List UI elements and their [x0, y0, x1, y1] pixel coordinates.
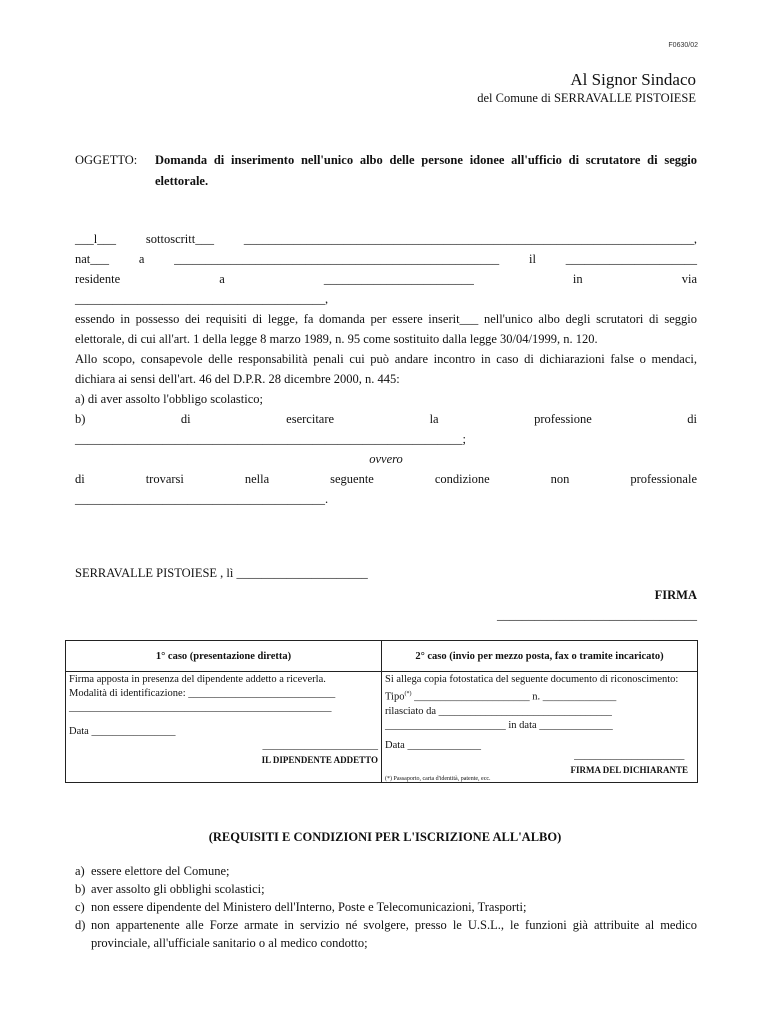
case2-signature	[570, 749, 688, 777]
item-c-w7: professionale	[630, 472, 698, 486]
residence-in: in	[572, 272, 583, 286]
case1-date-line[interactable]: Data ________________	[69, 726, 176, 737]
case1-line1: Firma apposta in presenza del dipendente addetto a riceverla.	[69, 674, 326, 685]
birth-line[interactable]: nat___ a ____________________________________________________ il _____________________	[75, 252, 697, 266]
case2-tipo: Tipo	[385, 691, 405, 703]
item-c-w6: non	[550, 472, 570, 486]
addressee	[477, 70, 696, 106]
firma-label: FIRMA	[654, 588, 697, 602]
case1-id-line[interactable]: Modalità di identificazione: ____________________________	[69, 688, 336, 699]
residence-via: via	[681, 272, 698, 286]
requirement-item: b) aver assolto gli obblighi scolastici;	[75, 882, 265, 896]
case2-tipo-note-ref: (*)	[404, 691, 412, 697]
item-c-w5: condizione	[434, 472, 490, 486]
case2-cell	[382, 672, 698, 783]
case1-sig-label: IL DIPENDENTE ADDETTO	[261, 755, 378, 765]
addressee-title: Al Signor Sindaco	[570, 70, 696, 89]
item-a: a) di aver assolto l'obbligo scolastico;	[75, 392, 263, 406]
requirement-item: d) non appartenente alle Forze armate in servizio né svolgere, presso le U.S.L., le funzioni già attribuite al medico provinciale, all'ufficiale sanitario o al medico condotto;	[75, 918, 697, 950]
case1-signature	[262, 739, 378, 767]
subject-block	[75, 150, 697, 192]
firma-line[interactable]: ________________________________	[497, 608, 697, 622]
application-body	[75, 229, 697, 509]
requirements-list	[75, 862, 697, 952]
declaration-paragraph: Allo scopo, consapevole delle responsabilità penali cui può andare incontro in caso di dichiarazioni false o mendaci, dichiara ai sensi dell'art. 46 del D.P.R. 28 dicembre 2000, n. 445:	[75, 352, 697, 386]
addressee-municipality: del Comune di SERRAVALLE PISTOIESE	[477, 91, 696, 105]
item-b	[75, 409, 697, 429]
case1-header: 1° caso (presentazione diretta)	[66, 641, 382, 672]
item-b-w2: esercitare	[286, 412, 335, 426]
case1-blank-line[interactable]: __________________________________________________	[69, 702, 332, 713]
case1-cell	[66, 672, 382, 783]
requirement-item: c) non essere dipendente del Ministero dell'Interno, Poste e Telecomunicazioni, Trasporti;	[75, 900, 527, 914]
case2-footnote: (*) Passaporto, carta d'identità, patente, ecc.	[385, 776, 491, 782]
residence-line[interactable]	[75, 269, 697, 289]
item-c-w4: seguente	[330, 472, 374, 486]
case2-sig-line[interactable]: _____________________	[574, 750, 685, 761]
item-b-w4: professione	[534, 412, 592, 426]
residence-a: a	[219, 272, 225, 286]
condition-line[interactable]: ________________________________________.	[75, 492, 329, 506]
form-code: F0630/02	[668, 42, 698, 49]
case2-issued-line[interactable]: rilasciato da _________________________________	[385, 705, 612, 717]
case2-line1: Si allega copia fotostatica del seguente documento di riconoscimento:	[385, 674, 679, 685]
case2-header: 2° caso (invio per mezzo posta, fax o tramite incaricato)	[382, 641, 698, 672]
item-b-w5: di	[687, 412, 697, 426]
item-c-w2: trovarsi	[145, 472, 184, 486]
request-paragraph: essendo in possesso dei requisiti di legge, fa domanda per essere inserit___ nell'unico albo degli scrutatori di seggio elettorale, di cui all'art. 1 della legge 8 marzo 1989, n. 95 come sostituito dalla legge 30/04/1999, n. 120.	[75, 312, 697, 346]
item-b-w3: la	[429, 412, 439, 426]
item-c-w3: nella	[244, 472, 270, 486]
requirement-item: a) essere elettore del Comune;	[75, 864, 230, 878]
case2-date-issued-line[interactable]: _______________________ in data ______________	[385, 719, 613, 731]
subject-text: Domanda di inserimento nell'unico albo delle persone idonee all'ufficio di scrutatore di seggio elettorale.	[155, 153, 697, 188]
case1-sig-line[interactable]: ______________________	[262, 740, 378, 751]
item-c	[75, 469, 697, 489]
signer-name-line[interactable]: ___l___ sottoscritt___ ________________________________________________________________________,	[75, 232, 697, 246]
subject-label: OGGETTO:	[75, 153, 138, 167]
residence-city-blank: ________________________	[323, 272, 474, 286]
case2-sig-label: FIRMA DEL DICHIARANTE	[570, 765, 688, 775]
street-line[interactable]: ________________________________________,	[75, 292, 329, 306]
ovvero-label: ovvero	[369, 452, 403, 466]
requirements-title: (REQUISITI E CONDIZIONI PER L'ISCRIZIONE ALL'ALBO)	[208, 830, 562, 844]
case2-tipo-blank: ______________________ n. ______________	[411, 691, 617, 703]
case2-date-line[interactable]: Data ______________	[385, 739, 481, 751]
cases-table	[65, 640, 698, 783]
profession-line[interactable]: ______________________________________________________________;	[75, 432, 466, 446]
case2-type-line[interactable]	[385, 687, 694, 705]
item-c-w1: di	[75, 472, 85, 486]
residence-word: residente	[75, 272, 121, 286]
item-b-w1: b) di	[75, 412, 191, 426]
place-date-line[interactable]: SERRAVALLE PISTOIESE , lì _____________________	[75, 566, 368, 580]
